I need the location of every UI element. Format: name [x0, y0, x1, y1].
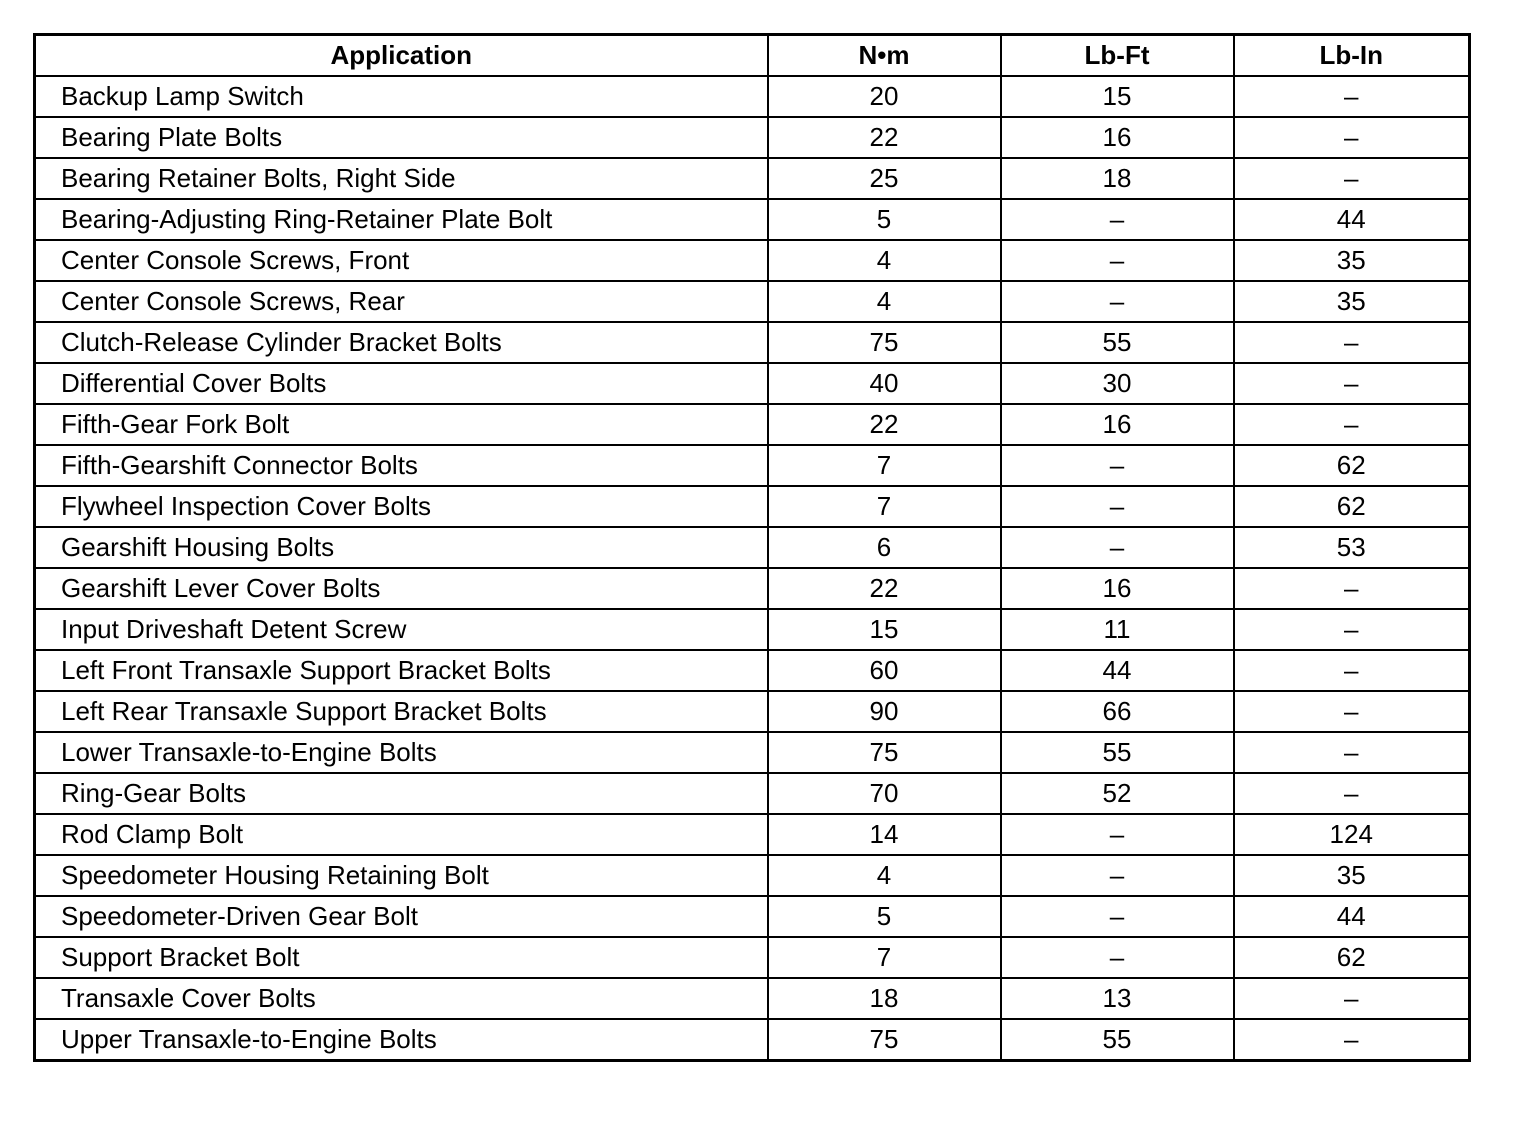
cell-lb-ft: – [1001, 281, 1234, 322]
cell-lb-ft: – [1001, 199, 1234, 240]
cell-nm: 7 [768, 486, 1001, 527]
cell-lb-ft: 55 [1001, 322, 1234, 363]
cell-lb-in: – [1234, 609, 1470, 650]
cell-lb-in: – [1234, 650, 1470, 691]
cell-lb-ft: – [1001, 486, 1234, 527]
cell-nm: 15 [768, 609, 1001, 650]
cell-nm: 22 [768, 117, 1001, 158]
cell-application: Bearing Plate Bolts [35, 117, 768, 158]
cell-lb-ft: 30 [1001, 363, 1234, 404]
table-row [35, 1019, 1470, 1061]
cell-nm: 7 [768, 937, 1001, 978]
table-row [35, 855, 1470, 896]
cell-lb-in: 35 [1234, 855, 1470, 896]
table-row [35, 773, 1470, 814]
cell-nm: 7 [768, 445, 1001, 486]
table-header [35, 35, 1470, 77]
cell-nm: 5 [768, 896, 1001, 937]
cell-application: Center Console Screws, Front [35, 240, 768, 281]
header-application: Application [35, 35, 768, 77]
cell-application: Left Rear Transaxle Support Bracket Bolts [35, 691, 768, 732]
cell-lb-ft: 55 [1001, 1019, 1234, 1061]
table-row [35, 199, 1470, 240]
cell-lb-ft: 16 [1001, 117, 1234, 158]
cell-nm: 90 [768, 691, 1001, 732]
table-row [35, 363, 1470, 404]
cell-application: Center Console Screws, Rear [35, 281, 768, 322]
table-row [35, 404, 1470, 445]
header-nm: N•m [768, 35, 1001, 77]
cell-lb-in: – [1234, 322, 1470, 363]
cell-lb-in: – [1234, 158, 1470, 199]
cell-lb-in: – [1234, 1019, 1470, 1061]
table-body [35, 76, 1470, 1061]
table-row [35, 978, 1470, 1019]
cell-nm: 20 [768, 76, 1001, 117]
table-row [35, 281, 1470, 322]
cell-lb-ft: – [1001, 814, 1234, 855]
cell-lb-in: 44 [1234, 896, 1470, 937]
cell-lb-in: – [1234, 691, 1470, 732]
cell-lb-in: 44 [1234, 199, 1470, 240]
cell-application: Fifth-Gear Fork Bolt [35, 404, 768, 445]
cell-nm: 6 [768, 527, 1001, 568]
table-row [35, 814, 1470, 855]
cell-application: Differential Cover Bolts [35, 363, 768, 404]
table-row [35, 568, 1470, 609]
cell-lb-in: 62 [1234, 445, 1470, 486]
cell-lb-ft: 66 [1001, 691, 1234, 732]
cell-lb-ft: 44 [1001, 650, 1234, 691]
cell-nm: 40 [768, 363, 1001, 404]
cell-lb-in: – [1234, 978, 1470, 1019]
cell-application: Gearshift Lever Cover Bolts [35, 568, 768, 609]
cell-application: Clutch-Release Cylinder Bracket Bolts [35, 322, 768, 363]
cell-lb-in: – [1234, 732, 1470, 773]
cell-lb-ft: – [1001, 937, 1234, 978]
table-row [35, 609, 1470, 650]
cell-application: Flywheel Inspection Cover Bolts [35, 486, 768, 527]
cell-lb-ft: – [1001, 527, 1234, 568]
cell-nm: 5 [768, 199, 1001, 240]
table-row [35, 486, 1470, 527]
cell-application: Speedometer Housing Retaining Bolt [35, 855, 768, 896]
cell-application: Left Front Transaxle Support Bracket Bolts [35, 650, 768, 691]
cell-lb-in: 53 [1234, 527, 1470, 568]
table-row [35, 322, 1470, 363]
cell-application: Rod Clamp Bolt [35, 814, 768, 855]
cell-nm: 4 [768, 240, 1001, 281]
cell-lb-ft: – [1001, 855, 1234, 896]
cell-lb-in: – [1234, 363, 1470, 404]
header-row [35, 35, 1470, 77]
cell-application: Input Driveshaft Detent Screw [35, 609, 768, 650]
cell-nm: 70 [768, 773, 1001, 814]
cell-nm: 22 [768, 568, 1001, 609]
cell-nm: 4 [768, 855, 1001, 896]
cell-application: Transaxle Cover Bolts [35, 978, 768, 1019]
table-row [35, 158, 1470, 199]
cell-lb-in: – [1234, 76, 1470, 117]
cell-lb-in: 124 [1234, 814, 1470, 855]
cell-lb-in: – [1234, 568, 1470, 609]
cell-lb-ft: 15 [1001, 76, 1234, 117]
cell-lb-ft: 11 [1001, 609, 1234, 650]
cell-application: Speedometer-Driven Gear Bolt [35, 896, 768, 937]
cell-application: Fifth-Gearshift Connector Bolts [35, 445, 768, 486]
table-row [35, 691, 1470, 732]
cell-lb-ft: 16 [1001, 568, 1234, 609]
cell-application: Bearing-Adjusting Ring-Retainer Plate Bolt [35, 199, 768, 240]
cell-application: Lower Transaxle-to-Engine Bolts [35, 732, 768, 773]
cell-lb-ft: 16 [1001, 404, 1234, 445]
cell-lb-ft: 13 [1001, 978, 1234, 1019]
cell-application: Ring-Gear Bolts [35, 773, 768, 814]
table-row [35, 896, 1470, 937]
header-lb-in: Lb-In [1234, 35, 1470, 77]
table-row [35, 937, 1470, 978]
cell-nm: 18 [768, 978, 1001, 1019]
cell-nm: 75 [768, 1019, 1001, 1061]
cell-lb-in: 35 [1234, 281, 1470, 322]
cell-nm: 25 [768, 158, 1001, 199]
cell-lb-in: 62 [1234, 486, 1470, 527]
header-lb-ft: Lb-Ft [1001, 35, 1234, 77]
table-row [35, 650, 1470, 691]
cell-lb-ft: – [1001, 240, 1234, 281]
cell-application: Support Bracket Bolt [35, 937, 768, 978]
table-row [35, 445, 1470, 486]
cell-lb-ft: – [1001, 896, 1234, 937]
table-row [35, 732, 1470, 773]
cell-nm: 22 [768, 404, 1001, 445]
cell-lb-in: – [1234, 117, 1470, 158]
cell-application: Gearshift Housing Bolts [35, 527, 768, 568]
cell-lb-ft: 18 [1001, 158, 1234, 199]
cell-nm: 75 [768, 732, 1001, 773]
torque-spec-table [33, 33, 1471, 1062]
cell-nm: 60 [768, 650, 1001, 691]
cell-lb-ft: 52 [1001, 773, 1234, 814]
cell-application: Bearing Retainer Bolts, Right Side [35, 158, 768, 199]
torque-spec-table-container [33, 33, 1471, 1062]
cell-lb-in: 35 [1234, 240, 1470, 281]
table-row [35, 117, 1470, 158]
cell-lb-ft: 55 [1001, 732, 1234, 773]
cell-application: Upper Transaxle-to-Engine Bolts [35, 1019, 768, 1061]
table-row [35, 240, 1470, 281]
table-row [35, 527, 1470, 568]
cell-lb-in: 62 [1234, 937, 1470, 978]
cell-lb-in: – [1234, 773, 1470, 814]
cell-application: Backup Lamp Switch [35, 76, 768, 117]
table-row [35, 76, 1470, 117]
cell-nm: 14 [768, 814, 1001, 855]
cell-lb-ft: – [1001, 445, 1234, 486]
cell-lb-in: – [1234, 404, 1470, 445]
cell-nm: 4 [768, 281, 1001, 322]
cell-nm: 75 [768, 322, 1001, 363]
